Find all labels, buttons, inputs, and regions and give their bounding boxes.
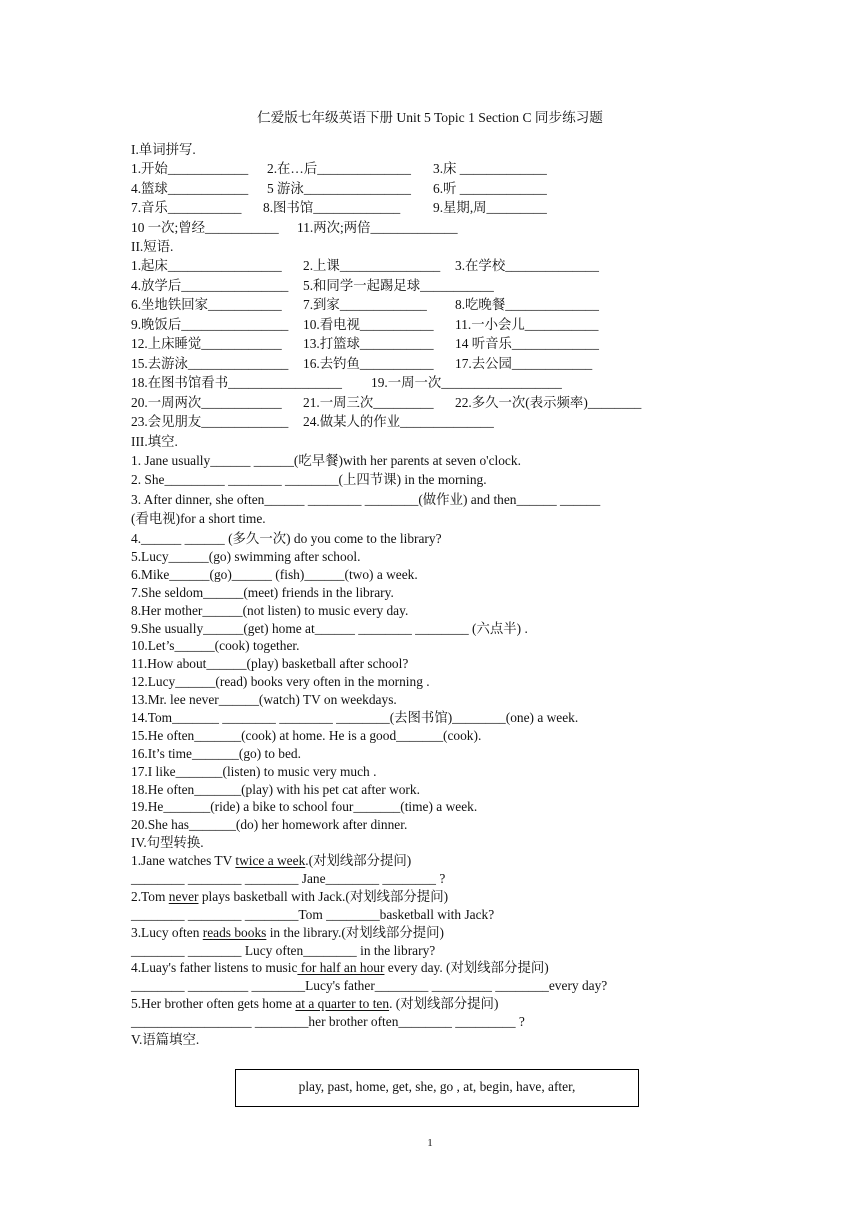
spelling-item: 4.篮球____________ [131,180,249,196]
worksheet-body [131,140,701,1049]
phrase-item: 8.吃晚餐______________ [455,297,599,312]
spelling-line [131,179,701,199]
phrase-item: 21.一周三次_________ [303,394,434,410]
word-bank-box [235,1069,639,1107]
question-text: every day. (对划线部分提问) [384,960,549,976]
spelling-item: 10 一次;曾经___________ [131,219,279,235]
transform-question [131,924,701,942]
question-text: 3.Lucy often [131,924,203,940]
spelling-item: 1.开始____________ [131,161,249,176]
phrase-line [131,315,701,335]
page-title: 仁爱版七年级英语下册 Unit 5 Topic 1 Section C 同步练习题 [257,110,603,125]
spelling-item: 5 游泳________________ [267,180,411,196]
underlined-part: reads books [202,924,267,940]
phrase-item: 3.在学校______________ [455,258,599,273]
phrase-item: 12.上床睡觉____________ [131,336,282,351]
fill-in-line: 10.Let’s______(cook) together. [131,638,300,654]
transform-answer: ________ _________ ________Lucy's father________ _________ ________every day? [131,978,608,994]
section-heading-spelling: I.单词拼写. [131,142,196,157]
phrase-item: 11.一小会儿___________ [455,316,599,332]
phrase-item: 7.到家_____________ [303,297,427,312]
phrase-line [131,276,701,296]
phrase-line [131,334,701,354]
fill-in-line: 16.It’s time_______(go) to bed. [131,745,301,761]
question-text: 5.Her brother often gets home [131,996,296,1012]
fill-in-line: 3. After dinner, she often______ ________ ________(做作业) and then______ ______ [131,491,601,507]
fill-in-line: 12.Lucy______(read) books very often in the morning . [131,674,430,690]
word-bank: play, past, home, get, she, go , at, begin, have, after, [298,1079,576,1094]
phrase-item: 10.看电视___________ [303,316,434,332]
phrase-line [131,256,701,276]
fill-in-line: 13.Mr. lee never______(watch) TV on weekdays. [131,692,397,708]
spelling-item: 11.两次;两倍_____________ [297,219,458,235]
question-text: plays basketball with Jack.(对划线部分提问) [198,888,449,904]
fill-in-line: 20.She has_______(do) her homework after dinner. [131,817,408,833]
transform-answer: ________ ________ ________Tom ________basketball with Jack? [131,906,495,922]
question-text: .(对划线部分提问) [305,853,412,869]
spelling-item: 3.床 _____________ [433,161,547,176]
transform-question [131,995,701,1013]
phrase-item: 18.在图书馆看书_________________ [131,375,342,390]
question-text: 1.Jane watches TV [131,853,236,869]
phrase-item: 17.去公园____________ [455,355,593,371]
transform-question [131,888,701,906]
phrase-item: 13.打篮球___________ [303,336,434,351]
fill-in-line: (看电视)for a short time. [131,511,266,526]
fill-in-line: 15.He often_______(cook) at home. He is a good_______(cook). [131,727,482,743]
spelling-item: 9.星期,周_________ [433,200,547,215]
spelling-item: 2.在…后______________ [267,161,411,176]
underlined-part: never [168,888,199,904]
spelling-item: 7.音乐___________ [131,200,242,215]
underlined-part: twice a week [235,853,306,869]
phrase-item: 5.和同学一起踢足球___________ [303,277,494,293]
fill-in-line: 19.He_______(ride) a bike to school four_______(time) a week. [131,799,478,815]
phrase-line [131,373,701,393]
underlined-part: at a quarter to ten [295,996,390,1012]
phrase-item: 6.坐地铁回家___________ [131,297,282,312]
question-text: in the library.(对划线部分提问) [266,924,444,940]
fill-in-line: 14.Tom_______ ________ ________ ________(去图书馆)________(one) a week. [131,710,579,726]
transform-question [131,959,701,977]
phrase-item: 1.起床_________________ [131,258,282,273]
fill-in-line: 18.He often_______(play) with his pet cat after work. [131,781,420,797]
phrase-item: 16.去钓鱼___________ [303,355,434,371]
transform-answer: ________ ________ Lucy often________ in the library? [131,942,436,958]
fill-in-line: 6.Mike______(go)______ (fish)______(two) a week. [131,566,418,582]
fill-in-line: 7.She seldom______(meet) friends in the library. [131,584,394,600]
phrase-item: 22.多久一次(表示频率)________ [455,394,642,410]
question-text: 4.Luay's father listens to music [131,960,298,976]
section-heading-cloze: V.语篇填空. [131,1032,200,1048]
page-number: 1 [427,1137,433,1149]
fill-in-line: 2. She_________ ________ ________(上四节课) in the morning. [131,472,487,487]
phrase-line [131,412,701,432]
phrase-line [131,295,701,315]
fill-in-line: 5.Lucy______(go) swimming after school. [131,549,361,564]
phrase-item: 2.上课_______________ [303,258,441,273]
spelling-line [131,159,701,179]
spelling-line [131,218,701,238]
fill-in-line: 4.______ ______ (多久一次) do you come to the library? [131,530,442,546]
transform-question [131,852,701,870]
phrase-item: 23.会见朋友_____________ [131,414,289,429]
fill-in-line: 8.Her mother______(not listen) to music every day. [131,602,409,618]
phrase-item: 15.去游泳_______________ [131,355,289,371]
phrase-item: 20.一周两次____________ [131,394,282,410]
question-text: 2.Tom [131,888,169,904]
transform-answer: __________________ ________her brother often________ _________ ? [131,1014,525,1030]
phrase-item: 19.一周一次__________________ [371,375,562,390]
transform-answer: ________ ________ ________ Jane________ ________ ? [131,871,446,887]
phrase-item: 9.晚饭后________________ [131,316,289,332]
fill-in-line: 17.I like_______(listen) to music very much . [131,763,377,779]
spelling-item: 8.图书馆_____________ [263,200,401,215]
spelling-line [131,198,701,218]
fill-in-line: 9.She usually______(get) home at______ ________ ________ (六点半) . [131,620,528,636]
spelling-item: 6.听 _____________ [433,180,547,196]
underlined-part: for half an hour [297,960,385,976]
section-heading-transform: IV.句型转换. [131,835,204,851]
phrase-item: 4.放学后________________ [131,277,289,293]
phrase-line [131,393,701,413]
phrase-item: 24.做某人的作业______________ [303,414,494,429]
phrase-line [131,354,701,374]
phrase-item: 14 听音乐_____________ [455,336,599,351]
section-heading-phrases: II.短语. [131,239,174,254]
fill-in-line: 11.How about______(play) basketball after school? [131,656,409,672]
section-heading-fill-in: III.填空. [131,433,178,449]
question-text: . (对划线部分提问) [389,996,499,1012]
fill-in-line: 1. Jane usually______ ______(吃早餐)with her parents at seven o'clock. [131,452,521,468]
